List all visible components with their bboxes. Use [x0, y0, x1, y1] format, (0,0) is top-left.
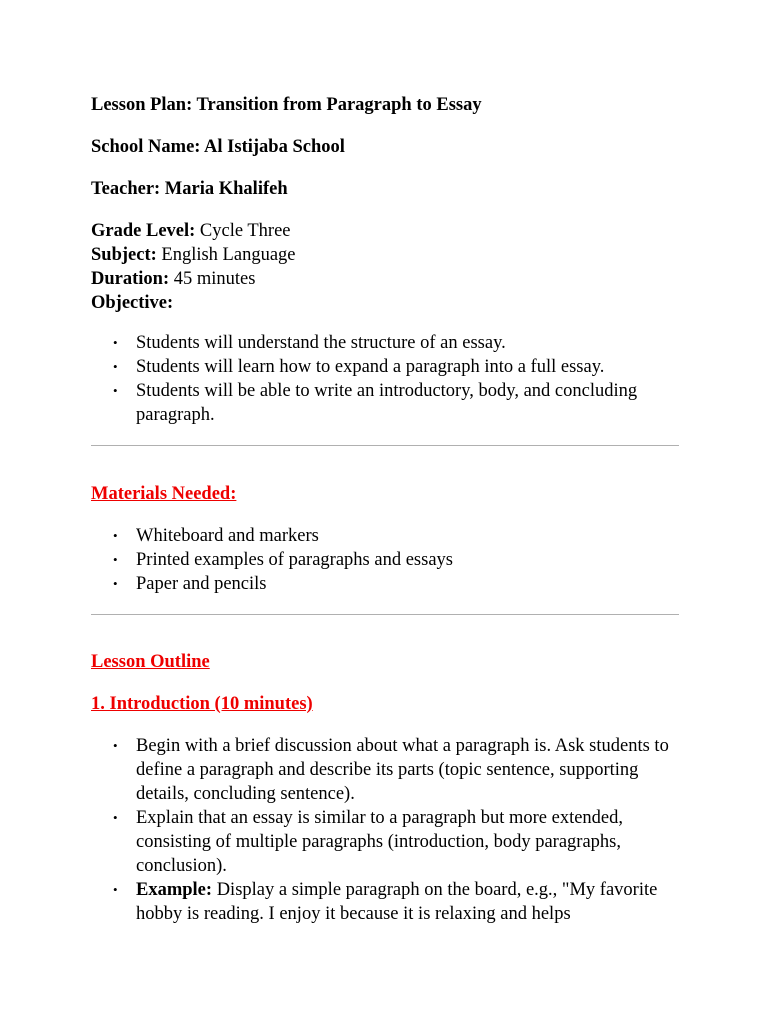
list-item: • Whiteboard and markers: [136, 524, 679, 548]
list-item: [136, 878, 679, 926]
list-item: • Explain that an essay is similar to a paragraph but more extended, consisting of multiple paragraphs (introduction, body paragraphs, conclusion).: [136, 806, 679, 878]
list-item: • Paper and pencils: [136, 572, 679, 596]
list-item: • Students will learn how to expand a paragraph into a full essay.: [136, 355, 679, 379]
grade-level-value: Cycle Three: [195, 221, 291, 241]
objectives-list: [91, 331, 679, 427]
subject-label: Subject:: [91, 245, 157, 265]
list-item: • Printed examples of paragraphs and essays: [136, 548, 679, 572]
teacher-name: Teacher: Maria Khalifeh: [91, 179, 288, 199]
grade-level-label: Grade Level:: [91, 221, 196, 241]
duration-label: Duration:: [91, 269, 170, 289]
grade-level: [91, 219, 679, 243]
section-divider: [91, 614, 679, 615]
lesson-outline-heading: Lesson Outline: [91, 652, 210, 672]
school-name: School Name: Al Istijaba School: [91, 137, 345, 157]
section-divider: [91, 445, 679, 446]
lesson-meta: [91, 219, 679, 315]
materials-list: [91, 524, 679, 596]
objective-label: Objective:: [91, 293, 174, 313]
introduction-heading: 1. Introduction (10 minutes): [91, 694, 313, 714]
example-text: Display a simple paragraph on the board, e.g., "My favorite hobby is reading. I enjoy it because it is relaxing and helps: [136, 880, 658, 924]
subject-value: English Language: [156, 245, 296, 265]
duration-value: 45 minutes: [169, 269, 256, 289]
list-item: • Students will be able to write an introductory, body, and concluding paragraph.: [136, 379, 679, 427]
document-page: [91, 93, 679, 926]
objective: [91, 291, 679, 315]
materials-heading: Materials Needed:: [91, 484, 237, 504]
example-label: Example:: [136, 880, 213, 900]
duration: [91, 267, 679, 291]
subject: [91, 243, 679, 267]
list-item: • Students will understand the structure of an essay.: [136, 331, 679, 355]
lesson-title: Lesson Plan: Transition from Paragraph to Essay: [91, 95, 482, 115]
introduction-list: [91, 734, 679, 926]
list-item: • Begin with a brief discussion about what a paragraph is. Ask students to define a paragraph and describe its parts (topic sentence, supporting details, concluding sentence).: [136, 734, 679, 806]
